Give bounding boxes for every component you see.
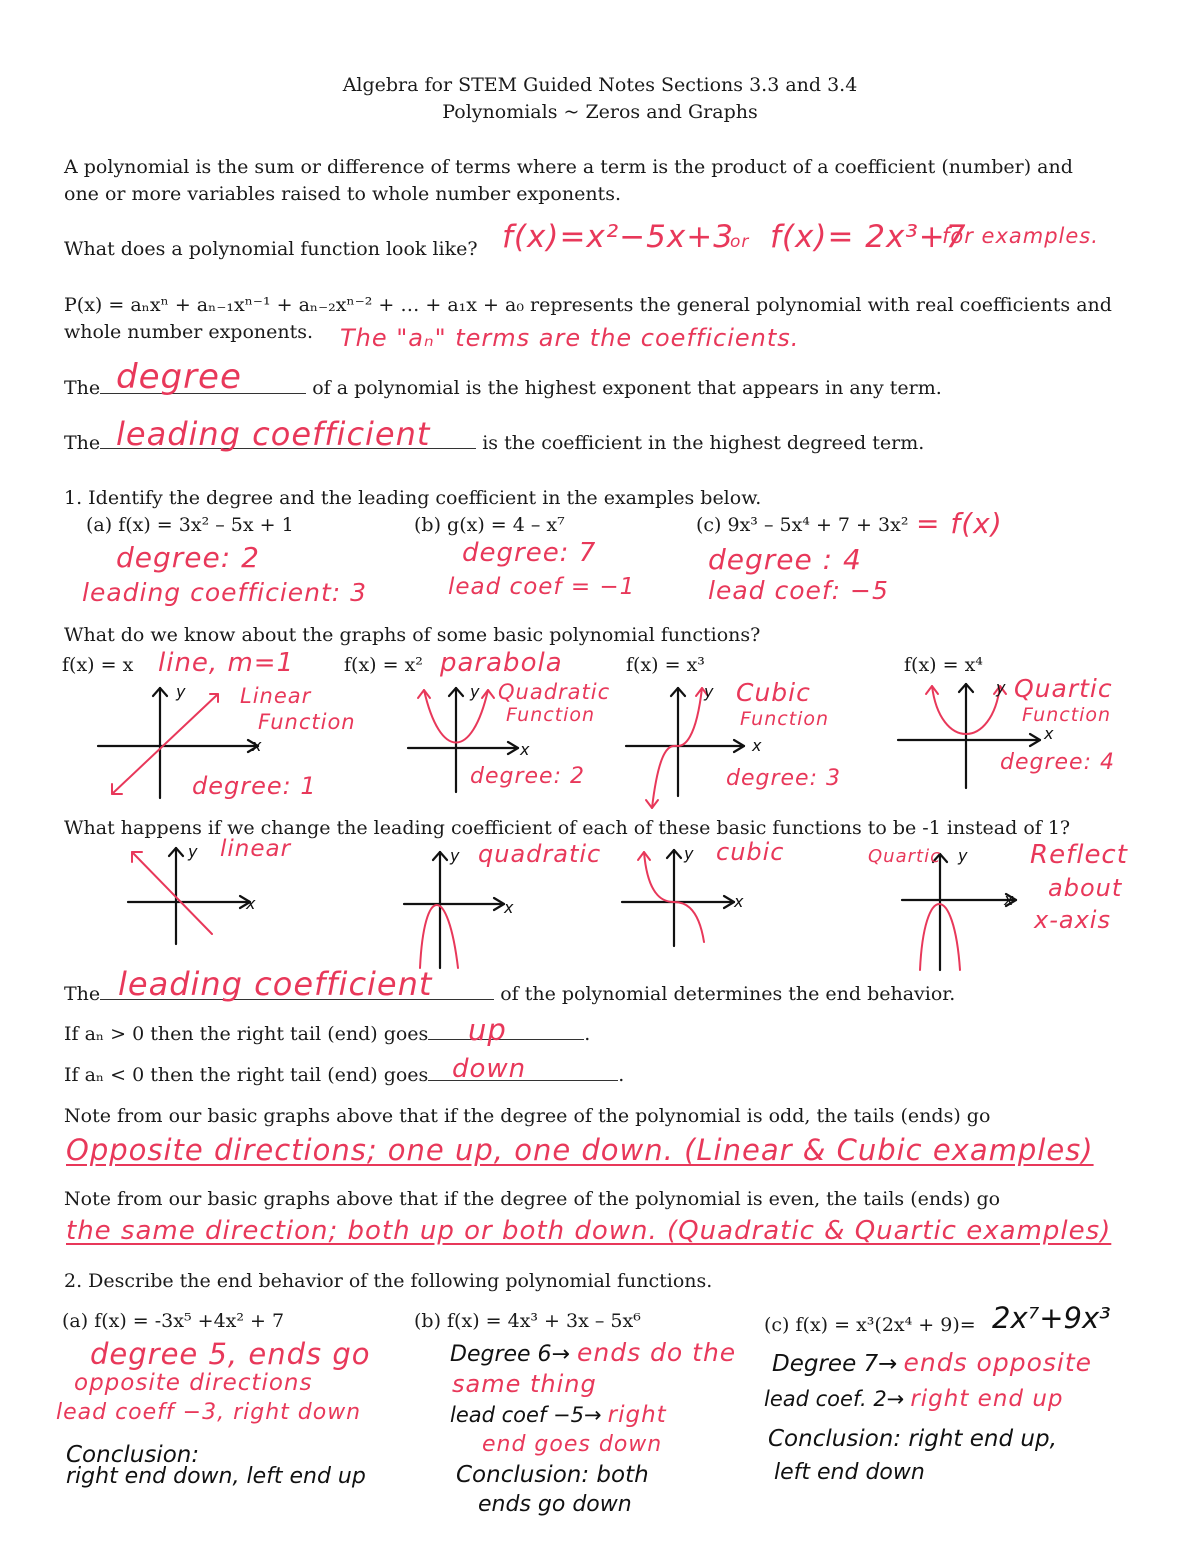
neg-label-linear: linear: [220, 836, 292, 862]
problem-2-prompt: 2. Describe the end behavior of the following polynomial functions.: [64, 1270, 713, 1292]
linear-x-label: x: [252, 736, 262, 755]
linear-degree: degree: 1: [192, 772, 317, 800]
problem-1a-lead: leading coefficient: 3: [82, 578, 368, 607]
quadratic-type-1: Quadratic: [498, 680, 611, 704]
neg-label-quadratic: quadratic: [478, 840, 602, 868]
cubic-x-label: x: [752, 736, 762, 755]
quadratic-y-label: y: [470, 682, 480, 701]
degree-definition: The of a polynomial is the highest exponent that appears in any term.: [64, 377, 942, 399]
problem-2a-conclusion-2: right end down, left end up: [66, 1464, 366, 1489]
quartic-y-label: y: [996, 678, 1006, 697]
func-quartic: f(x) = x⁴: [904, 654, 983, 676]
problem-2c-line-2: lead coef. 2→ right end up: [764, 1386, 1064, 1412]
odd-degree-note: Note from our basic graphs above that if the degree of the polynomial is odd, the tails (ends) go: [64, 1105, 991, 1127]
quadratic-x-label: x: [520, 740, 530, 759]
problem-2a-line-2: opposite directions: [74, 1370, 313, 1396]
problem-2c-conclusion-1: Conclusion: right end up,: [768, 1426, 1057, 1452]
neg-label-quartic: Quartic: [868, 846, 941, 867]
problem-1c-degree: degree : 4: [708, 543, 862, 576]
problem-2a-line-1: degree 5, ends go: [90, 1337, 371, 1371]
problem-2b-line-3: lead coef −5→ right: [450, 1402, 667, 1428]
positive-coefficient-line: If aₙ > 0 then the right tail (end) goes .: [64, 1023, 591, 1045]
quartic-degree: degree: 4: [1000, 750, 1115, 775]
problem-2b-line-2: same thing: [452, 1370, 597, 1398]
problem-2c-line-1: Degree 7→ ends opposite: [772, 1348, 1093, 1377]
even-degree-answer: the same direction; both up or both down. (Quadratic & Quartic examples): [66, 1216, 1112, 1246]
leading-definition: The is the coefficient in the highest degreed term.: [64, 432, 925, 454]
neg-linear-y-label: y: [188, 842, 198, 861]
end-behavior-definition: The of the polynomial determines the end behavior.: [64, 983, 956, 1005]
reflect-note-3: x-axis: [1034, 906, 1111, 934]
odd-degree-answer: Opposite directions; one up, one down. (Linear & Cubic examples): [66, 1133, 1094, 1167]
problem-2b-line-1: Degree 6→ ends do the: [450, 1338, 737, 1367]
problem-2a-label: (a) f(x) = -3x⁵ +4x² + 7: [62, 1310, 285, 1332]
problem-1c-equals: = f(x): [916, 507, 1003, 540]
func-linear: f(x) = x: [62, 654, 134, 676]
cubic-y-label: y: [704, 682, 714, 701]
neg-cubic-y-label: y: [684, 844, 694, 863]
cubic-type-2: Function: [740, 708, 830, 730]
intro-line-1: A polynomial is the sum or difference of terms where a term is the product of a coefficient (number) and: [64, 156, 1073, 178]
func-quadratic-name: parabola: [440, 648, 563, 678]
problem-2a-line-3: lead coeff −3, right down: [56, 1400, 362, 1425]
answer-or: or: [730, 232, 750, 252]
reflect-note-1: Reflect: [1030, 840, 1128, 870]
answer-examples-tail: for examples.: [942, 224, 1099, 248]
problem-2c-expanded: 2x⁷+9x³: [992, 1301, 1111, 1335]
quartic-type-1: Quartic: [1014, 674, 1113, 703]
problem-1c-label: (c) 9x³ – 5x⁴ + 7 + 3x²: [696, 514, 909, 536]
problem-2b-conclusion-2: ends go down: [478, 1492, 632, 1517]
problem-2c-label: (c) f(x) = x³(2x⁴ + 9)=: [764, 1314, 976, 1336]
basic-graphs-question: What do we know about the graphs of some basic polynomial functions?: [64, 624, 761, 646]
problem-1a-label: (a) f(x) = 3x² – 5x + 1: [86, 514, 294, 536]
intro-question: What does a polynomial function look like?: [64, 238, 478, 260]
general-note: The "aₙ" terms are the coefficients.: [340, 324, 800, 352]
quartic-type-2: Function: [1022, 704, 1112, 726]
problem-2a-conclusion-1: Conclusion:: [66, 1442, 200, 1468]
intro-line-2: one or more variables raised to whole number exponents.: [64, 183, 621, 205]
func-linear-name: line, m=1: [158, 648, 295, 678]
linear-type-2: Function: [258, 710, 356, 734]
neg-quadratic-x-label: x: [504, 898, 514, 917]
general-line-1: P(x) = aₙxⁿ + aₙ₋₁xⁿ⁻¹ + aₙ₋₂xⁿ⁻² + … + a₁x + a₀ represents the general polynomial with real coefficients and: [64, 294, 1112, 316]
cubic-degree: degree: 3: [726, 766, 841, 791]
negative-answer: down: [452, 1054, 527, 1084]
quartic-x-label: x: [1044, 724, 1054, 743]
func-quadratic: f(x) = x²: [344, 654, 423, 676]
answer-example-1: f(x)=x²−5x+3: [502, 219, 734, 255]
problem-2c-conclusion-2: left end down: [774, 1460, 925, 1485]
curve: [132, 852, 212, 934]
neg-cubic-x-label: x: [734, 892, 744, 911]
neg-quartic-x-label: x: [1004, 890, 1014, 909]
neg-linear-x-label: x: [246, 894, 256, 913]
page-title: Algebra for STEM Guided Notes Sections 3.3 and 3.4: [342, 74, 858, 96]
cubic-type-1: Cubic: [736, 678, 811, 707]
page-subtitle: Polynomials ~ Zeros and Graphs: [442, 101, 758, 123]
quadratic-degree: degree: 2: [470, 764, 585, 789]
neg-quartic-y-label: y: [958, 846, 968, 865]
leading-answer: leading coefficient: [116, 415, 431, 453]
negative-graphs-question: What happens if we change the leading coefficient of each of these basic functions to be -1 instead of 1?: [64, 817, 1071, 839]
quadratic-type-2: Function: [506, 704, 596, 726]
answer-example-2: f(x)= 2x³+7: [770, 219, 967, 255]
degree-answer: degree: [116, 357, 242, 397]
end-behavior-answer: leading coefficient: [118, 965, 433, 1003]
even-degree-note: Note from our basic graphs above that if the degree of the polynomial is even, the tails (ends) go: [64, 1188, 1001, 1210]
problem-1a-degree: degree: 2: [116, 541, 260, 574]
problem-1b-degree: degree: 7: [462, 538, 597, 568]
problem-1b-lead: lead coef = −1: [448, 574, 636, 600]
neg-quadratic-y-label: y: [450, 846, 460, 865]
negative-coefficient-line: If aₙ < 0 then the right tail (end) goes .: [64, 1064, 625, 1086]
reflect-note-2: about: [1048, 874, 1123, 902]
problem-2b-line-4: end goes down: [482, 1432, 663, 1457]
linear-y-label: y: [176, 682, 186, 701]
problem-2b-label: (b) f(x) = 4x³ + 3x – 5x⁶: [414, 1310, 641, 1332]
problem-1c-lead: lead coef: −5: [708, 576, 889, 605]
positive-answer: up: [468, 1013, 507, 1047]
neg-label-cubic: cubic: [716, 838, 785, 866]
linear-type-1: Linear: [240, 684, 312, 708]
problem-1-prompt: 1. Identify the degree and the leading coefficient in the examples below.: [64, 487, 762, 509]
problem-2b-conclusion-1: Conclusion: both: [456, 1462, 649, 1488]
general-line-2: whole number exponents.: [64, 321, 314, 343]
func-cubic: f(x) = x³: [626, 654, 705, 676]
problem-1b-label: (b) g(x) = 4 – x⁷: [414, 514, 565, 536]
